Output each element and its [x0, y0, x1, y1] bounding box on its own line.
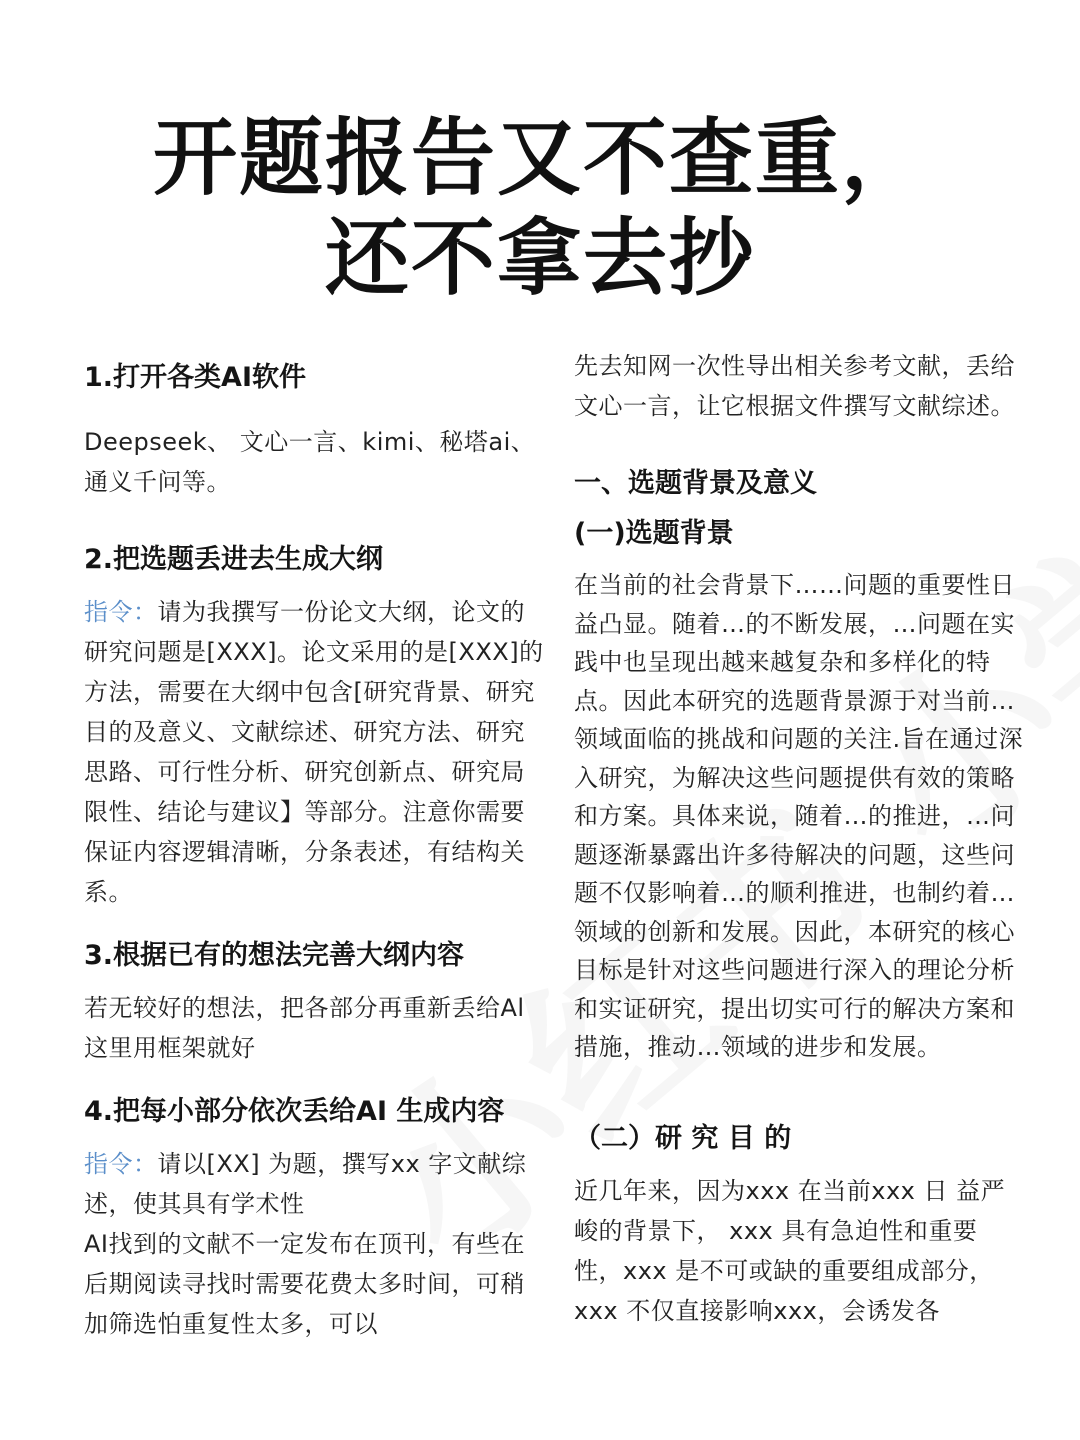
step4-note: AI找到的文献不一定发布在顶刊，有些在后期阅读寻找时需要花费太多时间，可稍加筛选怕重复性太多，可以 — [84, 1230, 525, 1338]
left-column — [84, 360, 546, 1344]
step3-heading: 3.根据已有的想法完善大纲内容 — [84, 940, 465, 971]
title-line-1: 开题报告又不查重， — [152, 109, 927, 207]
step2-heading: 2.把选题丢进去生成大纲 — [84, 544, 384, 575]
step2-instruction-label: 指令： — [84, 598, 158, 626]
section-heading: 一、选题背景及意义 — [574, 468, 817, 499]
step4-instruction-label: 指令： — [84, 1150, 158, 1178]
background-paragraph: 在当前的社会背景下……问题的重要性日益凸显。随着…的不断发展，…问题在实践中也呈现出越来越复杂和多样化的特点。因此本研究的选题背景源于对当前…领域面临的挑战和问题的关注.旨在通过深入研究，为解决这些问题提供有效的策略和方案。具体来说，随着…的推进，…问题逐渐暴露出许多待解决的问题，这些问题不仅影响着…的顺利推进，也制约着…领域的创新和发展。因此，本研究的核心目标是针对这些问题进行深入的理论分析和实证研究，提出切实可行的解决方案和措施，推动…领域的进步和发展。 — [574, 571, 1024, 1061]
step2-paragraph — [84, 592, 546, 912]
step4-paragraph — [84, 1144, 546, 1224]
step2-instruction-text: 请为我撰写一份论文大纲，论文的研究问题是[XXX]。论文采用的是[XXX]的方法，需要在大纲中包含[研究背景、研究目的及意义、文献综述、研究方法、研究思路、可行性分析、研究创新点、研究局限性、结论与建议】等部分。注意你需要保证内容逻辑清晰，分条表述，有结构关系。 — [84, 598, 544, 906]
page-title — [0, 108, 1080, 308]
step4-instruction-text: 请以[XX] 为题，撰写xx 字文献综述，使其具有学术性 — [84, 1150, 527, 1218]
step4-heading: 4.把每小部分依次丢给AI 生成内容 — [84, 1096, 505, 1127]
title-line-2: 还不拿去抄 — [324, 209, 755, 307]
purpose-paragraph: 近几年来，因为xxx 在当前xxx 日 益严峻的背景下， xxx 具有急迫性和重要性，xxx 是不可或缺的重要组成部分，xxx 不仅直接影响xxx，会诱发各 — [574, 1176, 1006, 1325]
step1-text: Deepseek、 文心一言、kimi、秘塔ai、通义千问等。 — [84, 428, 536, 496]
step3-note: 这里用框架就好 — [84, 1034, 256, 1062]
background-heading: (一)选题背景 — [574, 518, 734, 549]
step1-heading: 1.打开各类AI软件 — [84, 362, 306, 393]
intro-text: 先去知网一次性导出相关参考文献，丢给文心一言，让它根据文件撰写文献综述。 — [574, 352, 1015, 420]
purpose-heading: （二）研 究 目 的 — [574, 1122, 792, 1154]
step3-text: 若无较好的想法，把各部分再重新丢给Al — [84, 994, 525, 1022]
right-column — [574, 346, 1026, 1331]
